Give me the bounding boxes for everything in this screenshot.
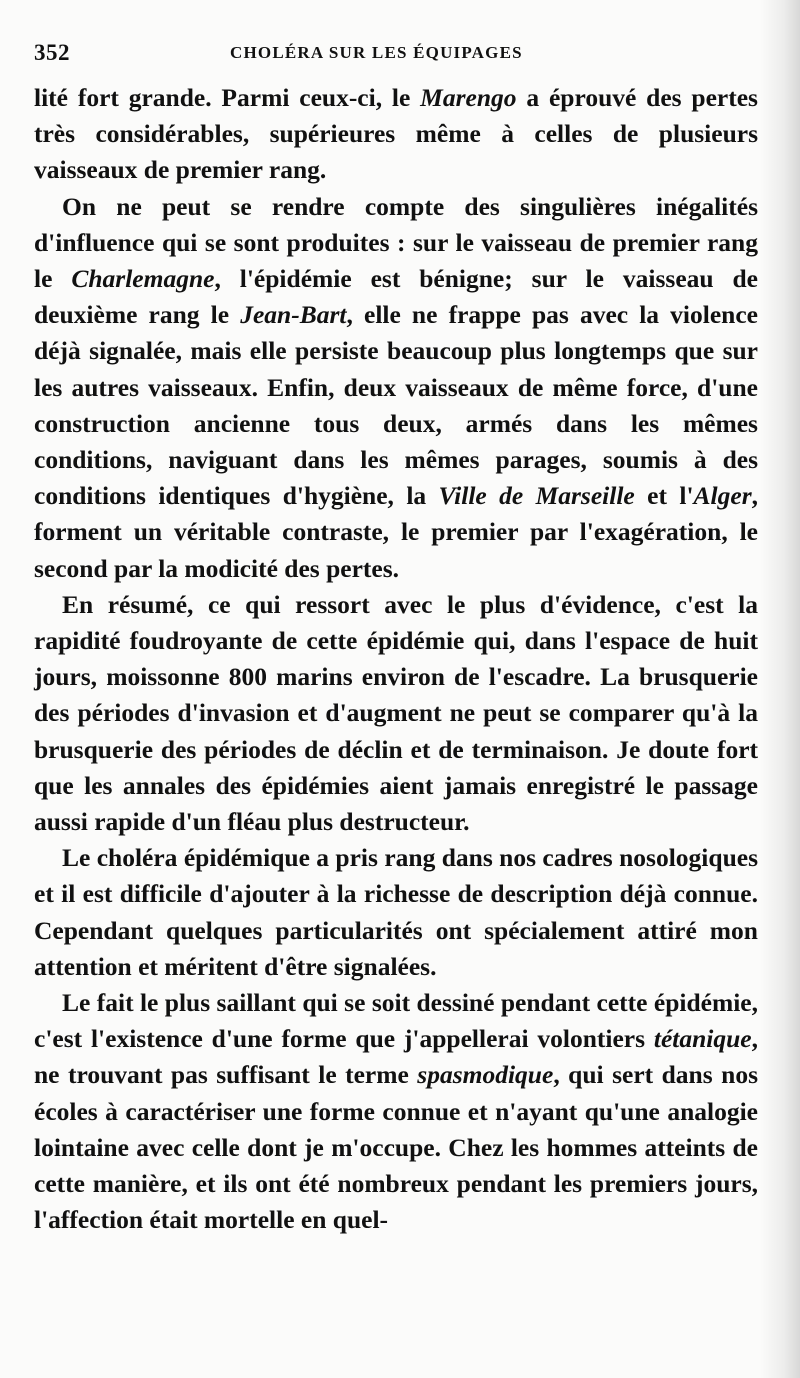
- text-segment: , forment un véritable contraste, le premier par l'exagération, le second par la modicité des pertes.: [34, 481, 758, 583]
- page-header: [34, 40, 774, 76]
- italic-text: spasmodique: [417, 1060, 554, 1090]
- page-number: 352: [34, 40, 70, 65]
- text-segment: , ne trouvant pas suffisant le terme: [34, 1024, 758, 1090]
- italic-text: tétanique: [653, 1024, 752, 1054]
- text-segment: , elle ne frappe pas avec la violence déjà signalée, mais elle persiste beaucoup plus longtemps que sur les autres vaisseaux. Enfin, deux vaisseaux de même force, d'une construction ancienne tous deux, armés dans les mêmes conditions, naviguant dans les mêmes parages, soumis à des conditions identiques d'hygiène, la: [34, 300, 758, 511]
- text-segment: et l': [634, 481, 694, 511]
- text-segment: lité fort grande. Parmi ceux-ci, le: [34, 83, 421, 112]
- italic-text: Jean-Bart: [240, 300, 347, 330]
- paragraph: [34, 80, 758, 189]
- text-segment: En résumé, ce qui ressort avec le plus d'évidence, c'est la rapidité foudroyante de cette épidémie qui, dans l'espace de huit jours, moissonne 800 marins environ de l'escadre. La brusquerie des périodes d'invasion et d'augment ne peut se comparer qu'à la brusquerie des périodes de déclin et de terminaison. Je doute fort que les annales des épidémies aient jamais enregistré le passage aussi rapide d'un fléau plus destructeur.: [34, 589, 758, 837]
- paragraph: [34, 189, 758, 587]
- text-segment: Le fait le plus saillant qui se soit dessiné pendant cette épidémie, c'est l'existence d'une forme que j'appellerai volontiers: [34, 988, 758, 1054]
- paragraph: [34, 840, 758, 985]
- text-segment: , l'épidémie est bénigne; sur le vaisseau de deuxième rang le: [34, 264, 758, 330]
- page-edge-shadow: [760, 0, 800, 1378]
- paragraph: [34, 985, 758, 1238]
- italic-text: Charlemagne: [71, 264, 215, 294]
- body-text: [34, 80, 758, 1239]
- italic-text: Marengo: [420, 83, 517, 112]
- text-segment: , qui sert dans nos écoles à caractériser une forme connue et n'ayant qu'une analogie lointaine avec celle dont je m'occupe. Chez les hommes atteints de cette manière, et ils ont été nombreux pendant les premiers jours, l'affection était mortelle en quel-: [34, 1060, 758, 1235]
- italic-text: Ville de Marseille: [438, 481, 635, 511]
- paragraph: [34, 587, 758, 840]
- text-segment: Le choléra épidémique a pris rang dans nos cadres nosologiques et il est difficile d'ajouter à la richesse de description déjà connue. Cependant quelques particularités ont spécialement attiré mon attention et méritent d'être signalées.: [34, 843, 758, 981]
- text-segment: On ne peut se rendre compte des singulières inégalités d'influence qui se sont produites : sur le vaisseau de premier rang le: [34, 191, 758, 294]
- italic-text: Alger: [693, 481, 752, 511]
- running-title: CHOLÉRA SUR LES ÉQUIPAGES: [230, 43, 523, 62]
- text-segment: a éprouvé des pertes très considérables, supérieures même à celles de plusieurs vaisseaux de premier rang.: [34, 83, 758, 185]
